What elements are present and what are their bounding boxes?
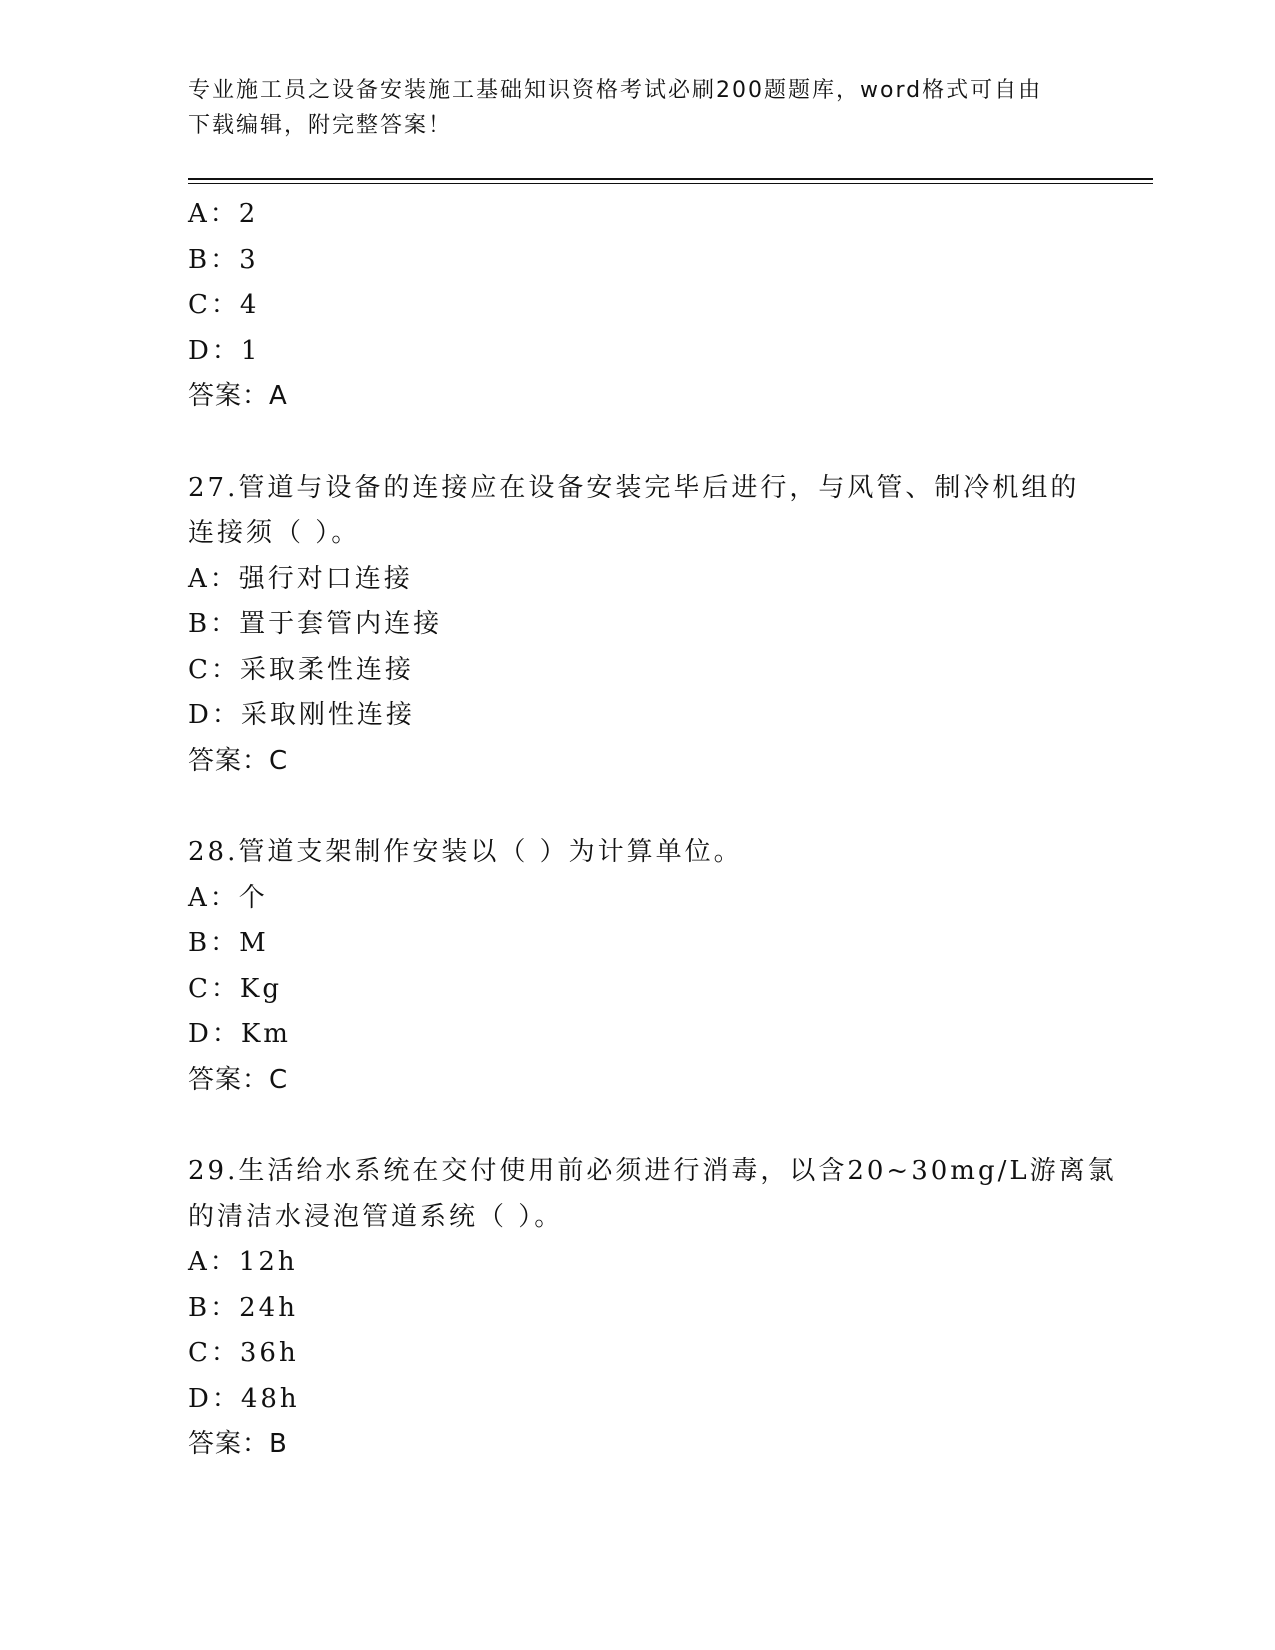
option-d: D：48h — [188, 1383, 300, 1414]
answer-line: 答案：A — [188, 381, 288, 411]
header-line-2: 下载编辑，附完整答案！ — [188, 113, 453, 138]
option-d: D：Km — [188, 1019, 291, 1049]
option-a: A：个 — [188, 882, 268, 913]
question-29 — [188, 1149, 1117, 1468]
option-d: D：采取刚性连接 — [188, 700, 415, 730]
question-list — [188, 192, 1117, 1468]
option-d: D：1 — [188, 335, 261, 366]
question-28 — [188, 830, 1088, 1103]
question-text-line-1: 27.管道与设备的连接应在设备安装完毕后进行，与风管、制冷机组的 — [188, 472, 1080, 503]
header-divider-thick — [188, 178, 1153, 180]
option-c: C：Kg — [188, 973, 282, 1004]
answer-line: 答案：B — [188, 1429, 288, 1459]
answer-line: 答案：C — [188, 745, 289, 776]
question-text-line-1: 29.生活给水系统在交付使用前必须进行消毒，以含20~30mg/L游离氯 — [188, 1156, 1117, 1186]
option-c: C：4 — [188, 290, 260, 320]
header-divider-thin — [188, 183, 1153, 184]
answer-line: 答案：C — [188, 1064, 289, 1095]
document-header — [188, 73, 1088, 143]
question-text-line-1: 28.管道支架制作安装以（ ）为计算单位。 — [188, 837, 743, 867]
option-b: B：3 — [188, 244, 259, 275]
spacer — [188, 784, 1088, 830]
header-line-1: 专业施工员之设备安装施工基础知识资格考试必刷200题题库，word格式可自由 — [188, 78, 1043, 103]
question-27 — [188, 466, 1088, 785]
option-b: B：24h — [188, 1292, 298, 1323]
option-a: A：12h — [188, 1247, 298, 1277]
option-c: C：采取柔性连接 — [188, 654, 414, 685]
option-a: A：2 — [188, 199, 259, 229]
option-b: B：M — [188, 928, 269, 958]
option-b: B：置于套管内连接 — [188, 609, 443, 639]
option-c: C：36h — [188, 1338, 299, 1368]
question-26 — [188, 192, 1088, 420]
question-text-line-2: 连接须（ ）。 — [188, 518, 361, 548]
spacer — [188, 420, 1088, 466]
question-text-line-2: 的清洁水浸泡管道系统（ ）。 — [188, 1201, 564, 1232]
spacer — [188, 1103, 1088, 1149]
option-a: A：强行对口连接 — [188, 563, 413, 594]
